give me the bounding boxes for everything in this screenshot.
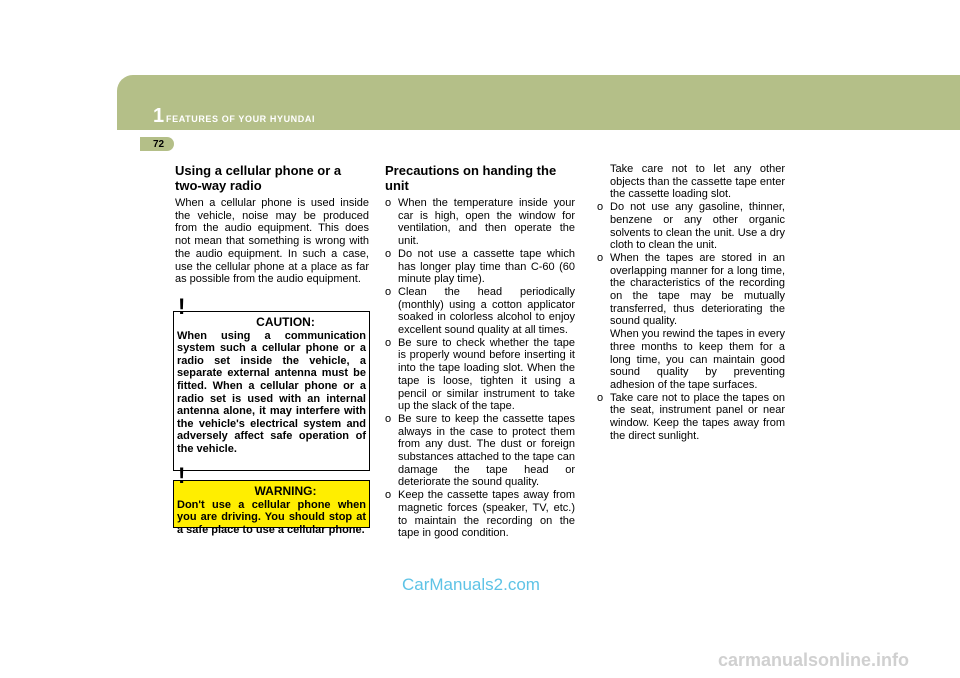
caution-text: When using a communication system such a cellular phone or a radio set inside the vehicle, a separate external antenna must be fitted. When a cellular phone or a radio set is used with an internal antenna alone, it may interfere with the vehicle's electrical system and adversely affect safe operation of the vehicle. (177, 329, 366, 455)
section-heading-precautions: Precautions on handing the unit (385, 163, 557, 193)
list-item: o Be sure to keep the cassette tapes always in the case to protect them from any dust. The dust or foreign substances attached to the tape can damage the tape head or deteriorate the sound quality. (385, 413, 575, 489)
list-item: o Do not use any gasoline, thinner, benzene or any other organic solvents to clean the unit. Use a dry cloth to clean the unit. (597, 201, 785, 252)
caution-box (173, 311, 370, 471)
list-item: o Be sure to check whether the tape is properly wound before inserting it into the tape loading slot. When the tape is loose, tighten it using a pencil or similar instrument to take up the slack of the tape. (385, 337, 575, 413)
list-item: o Keep the cassette tapes away from magnetic forces (speaker, TV, etc.) to maintain the recording on the tape in good condition. (385, 489, 575, 540)
column-middle (385, 163, 575, 540)
warning-text: Don't use a cellular phone when you are driving. You should stop at a safe place to use a cellular phone. (177, 498, 366, 536)
column-left (175, 163, 369, 286)
section-heading-cellular: Using a cellular phone or a two-way radio (175, 163, 342, 193)
section-text-cellular: When a cellular phone is used inside the vehicle, noise may be produced from the audio equipment. This does not mean that something is wrong with the audio equipment. In such a case, use the cellular phone at a place as far as possible from the audio equipment. (175, 197, 369, 286)
precautions-list (385, 197, 575, 540)
chapter-number: 1 (153, 105, 165, 127)
continuation-text: Take care not to let any other objects than the cassette tape enter the cassette loading slot. (610, 163, 785, 201)
warning-box (173, 480, 370, 536)
list-item (597, 252, 785, 392)
precautions-list-continued (597, 201, 785, 442)
footer-watermark: carmanualsonline.info (718, 650, 910, 670)
column-right (597, 163, 785, 442)
list-item: o Clean the head periodically (monthly) using a cotton applicator soaked in colorless alcohol to enjoy excellent sound quality at all times. (385, 286, 575, 337)
rewind-note: When you rewind the tapes in every three months to keep them for a long time, you can maintain good sound quality by preventing adhesion of the tape surfaces. (610, 328, 785, 391)
watermark-link[interactable]: CarManuals2.com (402, 575, 540, 594)
warning-triangle-icon: ! (178, 463, 186, 488)
chapter-title: FEATURES OF YOUR HYUNDAI (166, 114, 316, 124)
warning-triangle-icon: ! (178, 294, 186, 319)
list-item: o When the temperature inside your car is high, open the window for ventilation, and then operate the unit. (385, 197, 575, 248)
warning-title: WARNING: (254, 484, 317, 498)
list-item: o Do not use a cassette tape which has longer play time than C-60 (60 minute play time). (385, 248, 575, 286)
list-item: o Take care not to place the tapes on the seat, instrument panel or near window. Keep the tapes away from the direct sunlight. (597, 392, 785, 443)
caution-title: CAUTION: (256, 315, 315, 329)
page-number: 72 (153, 139, 165, 150)
list-item-text: When the tapes are stored in an overlapping manner for a long time, the characteristics of the recording on the tape may be mutually transferred, thus deteriorating the sound quality. (610, 251, 785, 328)
